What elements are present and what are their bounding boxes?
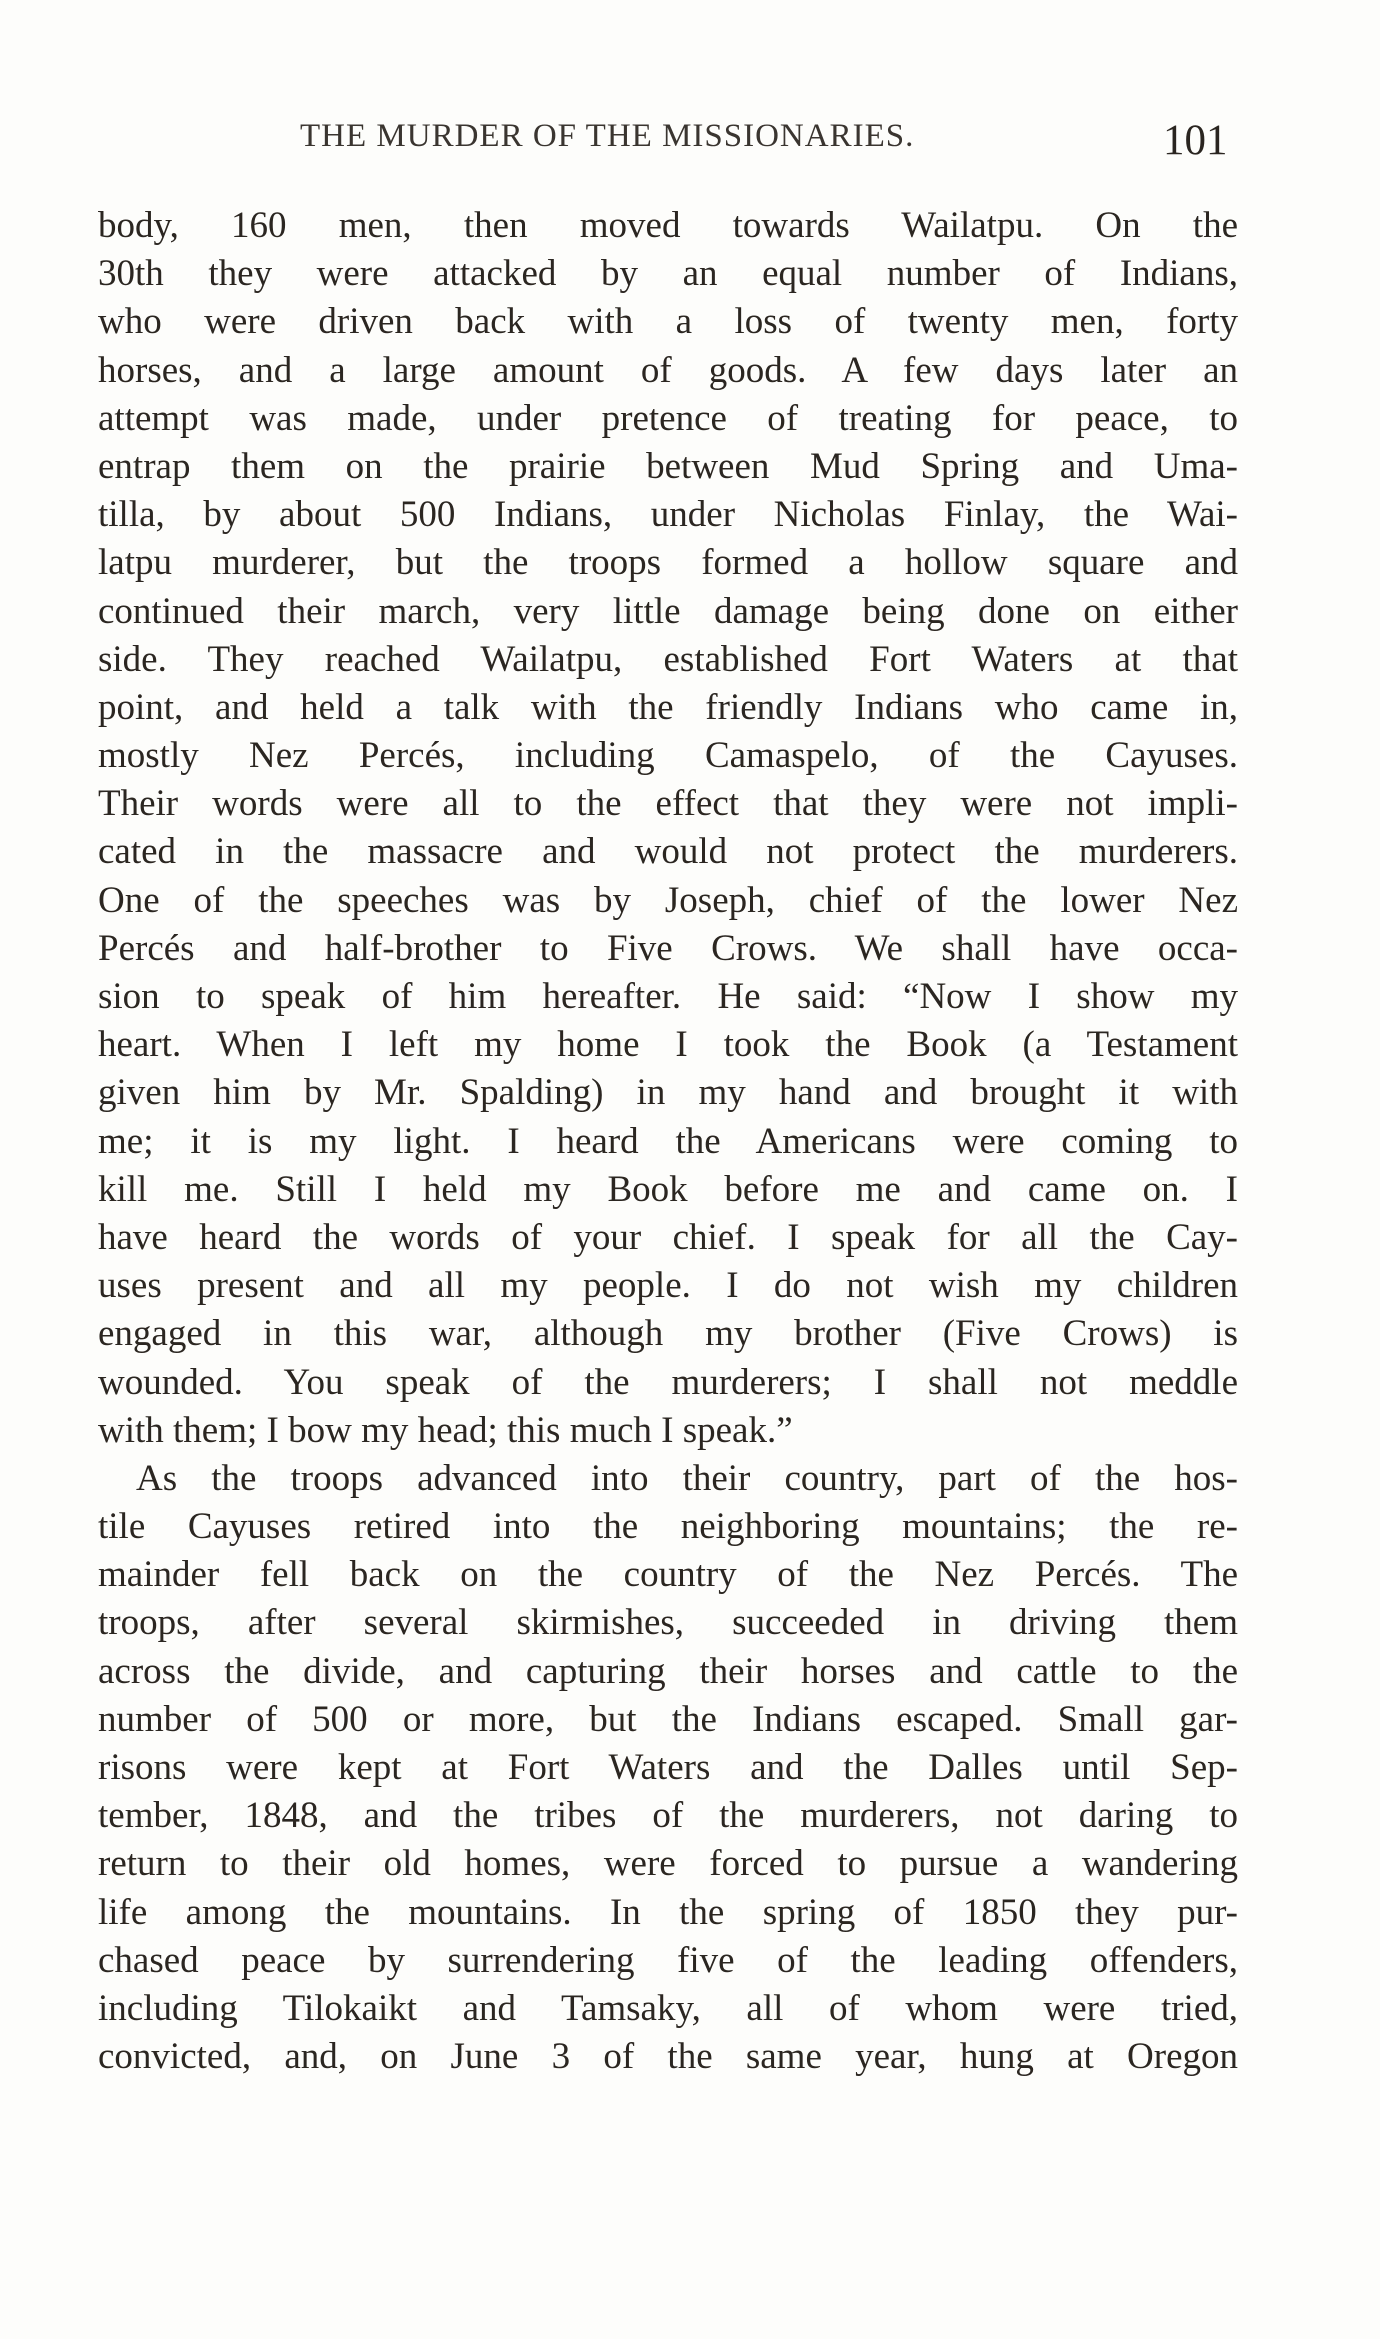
text-line: One of the speeches was by Joseph, chief of the lower Nez xyxy=(98,879,1238,921)
paragraph-start-line: As the troops advanced into their country, part of the hos- xyxy=(136,1457,1238,1499)
text-line: entrap them on the prairie between Mud Spring and Uma- xyxy=(98,445,1238,487)
text-line: mainder fell back on the country of the Nez Percés. The xyxy=(98,1554,1238,1596)
text-line: mostly Nez Percés, including Camaspelo, of the Cayuses. xyxy=(98,735,1238,777)
text-line: chased peace by surrendering five of the leading offenders, xyxy=(98,1939,1238,1981)
text-line: Their words were all to the effect that they were not impli- xyxy=(98,783,1238,825)
text-line: Percés and half-brother to Five Crows. We shall have occa- xyxy=(98,927,1238,969)
text-line: engaged in this war, although my brother (Five Crows) is xyxy=(98,1313,1238,1355)
text-line: me; it is my light. I heard the Americans were coming to xyxy=(98,1120,1238,1162)
page-number: 101 xyxy=(1163,117,1228,164)
text-line: wounded. You speak of the murderers; I shall not meddle xyxy=(98,1361,1238,1403)
text-line: heart. When I left my home I took the Book (a Testament xyxy=(98,1024,1238,1066)
running-title: THE MURDER OF THE MISSIONARIES. xyxy=(300,118,915,154)
text-line: kill me. Still I held my Book before me and came on. I xyxy=(98,1168,1238,1210)
text-line: point, and held a talk with the friendly Indians who came in, xyxy=(98,686,1238,728)
text-line: uses present and all my people. I do not wish my children xyxy=(98,1265,1238,1307)
text-line: latpu murderer, but the troops formed a hollow square and xyxy=(98,542,1238,584)
paragraph-end-line: with them; I bow my head; this much I speak.” xyxy=(98,1409,793,1451)
text-line: horses, and a large amount of goods. A few days later an xyxy=(98,349,1238,391)
text-line: risons were kept at Fort Waters and the Dalles until Sep- xyxy=(98,1747,1238,1788)
text-line: return to their old homes, were forced to pursue a wandering xyxy=(98,1843,1238,1885)
text-line: given him by Mr. Spalding) in my hand and brought it with xyxy=(98,1072,1238,1114)
text-line: tile Cayuses retired into the neighboring mountains; the re- xyxy=(98,1506,1238,1548)
text-line: sion to speak of him hereafter. He said: “Now I show my xyxy=(98,976,1238,1017)
text-line: including Tilokaikt and Tamsaky, all of whom were tried, xyxy=(98,1987,1238,2029)
text-line: number of 500 or more, but the Indians escaped. Small gar- xyxy=(98,1698,1238,1740)
body-text xyxy=(98,202,1238,2081)
text-line: tember, 1848, and the tribes of the murderers, not daring to xyxy=(98,1795,1238,1837)
text-line: have heard the words of your chief. I speak for all the Cay- xyxy=(98,1216,1238,1258)
text-line: side. They reached Wailatpu, established Fort Waters at that xyxy=(98,638,1238,680)
text-line: convicted, and, on June 3 of the same year, hung at Oregon xyxy=(98,2036,1238,2078)
text-line: who were driven back with a loss of twenty men, forty xyxy=(98,301,1238,343)
text-line: life among the mountains. In the spring of 1850 they pur- xyxy=(98,1891,1238,1933)
text-line: attempt was made, under pretence of treating for peace, to xyxy=(98,397,1238,439)
text-line: troops, after several skirmishes, succeeded in driving them xyxy=(98,1602,1238,1644)
text-line: 30th they were attacked by an equal number of Indians, xyxy=(98,253,1238,295)
text-line: continued their march, very little damage being done on either xyxy=(98,590,1238,632)
text-line: tilla, by about 500 Indians, under Nicholas Finlay, the Wai- xyxy=(98,494,1238,536)
text-line: body, 160 men, then moved towards Wailatpu. On the xyxy=(98,205,1238,246)
text-line: across the divide, and capturing their horses and cattle to the xyxy=(98,1650,1238,1692)
text-line: cated in the massacre and would not protect the murderers. xyxy=(98,831,1238,873)
